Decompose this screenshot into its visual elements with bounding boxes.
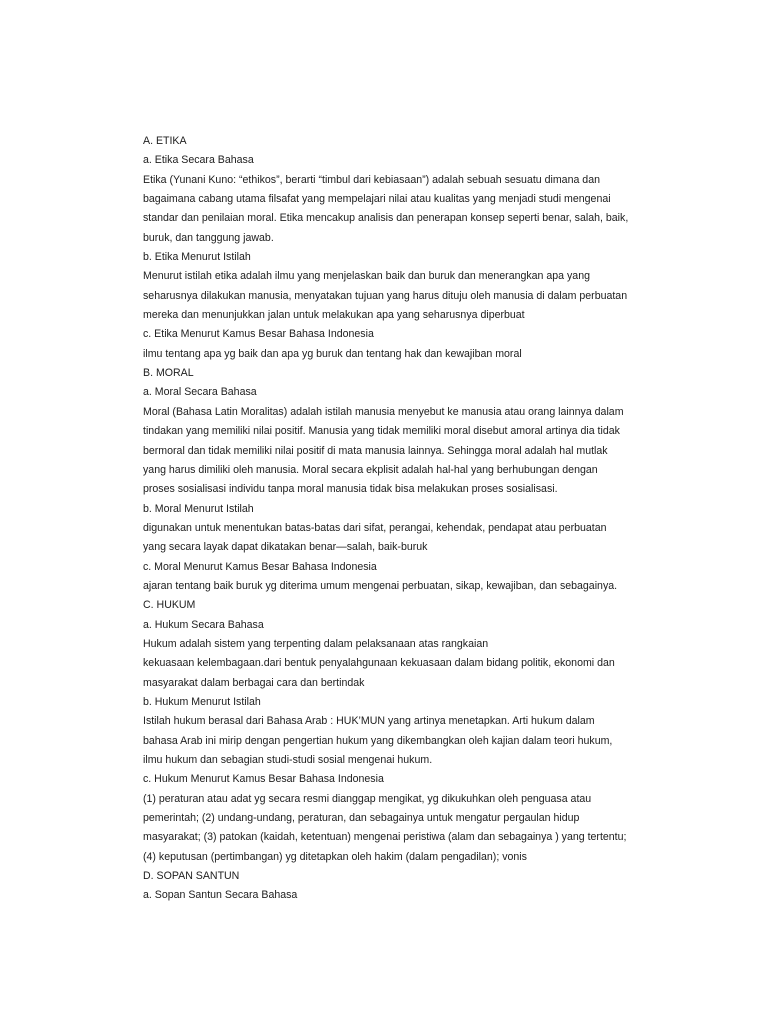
text-line: masyarakat dalam berbagai cara dan bertindak [143, 676, 365, 689]
text-line: B. MORAL [143, 367, 194, 380]
text-line: buruk, dan tanggung jawab. [143, 231, 274, 244]
text-line: c. Etika Menurut Kamus Besar Bahasa Indonesia [143, 328, 374, 341]
text-line: Istilah hukum berasal dari Bahasa Arab : HUK’MUN yang artinya menetapkan. Arti hukum dalam [143, 715, 595, 728]
text-line: ilmu tentang apa yg baik dan apa yg buruk dan tentang hak dan kewajiban moral [143, 347, 522, 360]
text-line: A. ETIKA [143, 135, 187, 147]
text-line: bagaimana cabang utama filsafat yang mempelajari nilai atau kualitas yang menjadi studi mengenai [143, 193, 611, 206]
text-line: proses sosialisasi individu tanpa moral manusia tidak bisa melakukan proses sosialisasi. [143, 483, 558, 496]
text-line: yang harus dimiliki oleh manusia. Moral secara ekplisit adalah hal-hal yang berhubungan dengan [143, 463, 598, 476]
text-line: b. Hukum Menurut Istilah [143, 695, 261, 708]
text-line: bermoral dan tidak memiliki nilai positif di mata manusia lainnya. Sehingga moral adalah hal mutlak [143, 444, 608, 457]
text-line: tindakan yang memiliki nilai positif. Manusia yang tidak memiliki moral disebut amoral artinya dia tidak [143, 425, 620, 438]
text-line: yang secara layak dapat dikatakan benar—salah, baik-buruk [143, 541, 428, 554]
text-line: standar dan penilaian moral. Etika mencakup analisis dan penerapan konsep seperti benar, salah, baik, [143, 212, 629, 225]
text-line: (1) peraturan atau adat yg secara resmi dianggap mengikat, yg dikukuhkan oleh penguasa atau [143, 792, 592, 805]
document-body [143, 132, 663, 906]
text-line: masyarakat; (3) patokan (kaidah, ketentuan) mengenai peristiwa (alam dan sebagainya ) yang tertentu; [143, 831, 627, 844]
text-line: a. Sopan Santun Secara Bahasa [143, 889, 298, 902]
text-line: (4) keputusan (pertimbangan) yg ditetapkan oleh hakim (dalam pengadilan); vonis [143, 850, 527, 863]
text-line: kekuasaan kelembagaan.dari bentuk penyalahgunaan kekuasaan dalam bidang politik, ekonomi dan [143, 657, 615, 670]
text-line: ajaran tentang baik buruk yg diterima umum mengenai perbuatan, sikap, kewajiban, dan sebagainya. [143, 579, 618, 592]
text-line: a. Hukum Secara Bahasa [143, 618, 264, 631]
text-line: digunakan untuk menentukan batas-batas dari sifat, perangai, kehendak, pendapat atau perbuatan [143, 521, 607, 534]
text-line: bahasa Arab ini mirip dengan pengertian hukum yang dikembangkan oleh kajian dalam teori hukum, [143, 734, 613, 747]
text-line: D. SOPAN SANTUN [143, 870, 240, 883]
text-line: a. Moral Secara Bahasa [143, 386, 257, 399]
text-line: Moral (Bahasa Latin Moralitas) adalah istilah manusia menyebut ke manusia atau orang lainnya dalam [143, 405, 624, 418]
text-line: Hukum adalah sistem yang terpenting dalam pelaksanaan atas rangkaian [143, 637, 489, 650]
text-line: C. HUKUM [143, 599, 196, 612]
text-line: c. Hukum Menurut Kamus Besar Bahasa Indonesia [143, 773, 384, 786]
text-line: b. Moral Menurut Istilah [143, 502, 254, 515]
text-line: b. Etika Menurut Istilah [143, 251, 251, 264]
text-line: pemerintah; (2) undang-undang, peraturan, dan sebagainya untuk mengatur pergaulan hidup [143, 812, 580, 825]
text-line: Menurut istilah etika adalah ilmu yang menjelaskan baik dan buruk dan menerangkan apa yang [143, 270, 590, 283]
text-line: a. Etika Secara Bahasa [143, 154, 254, 167]
text-line: mereka dan menunjukkan jalan untuk melakukan apa yang seharusnya diperbuat [143, 309, 525, 322]
text-line: Etika (Yunani Kuno: “ethikos”, berarti “timbul dari kebiasaan”) adalah sebuah sesuatu dimana dan [143, 173, 600, 186]
text-line: c. Moral Menurut Kamus Besar Bahasa Indonesia [143, 560, 377, 573]
text-line: ilmu hukum dan sebagian studi-studi sosial mengenai hukum. [143, 754, 433, 766]
text-line: seharusnya dilakukan manusia, menyatakan tujuan yang harus dituju oleh manusia di dalam perbuatan [143, 289, 628, 302]
